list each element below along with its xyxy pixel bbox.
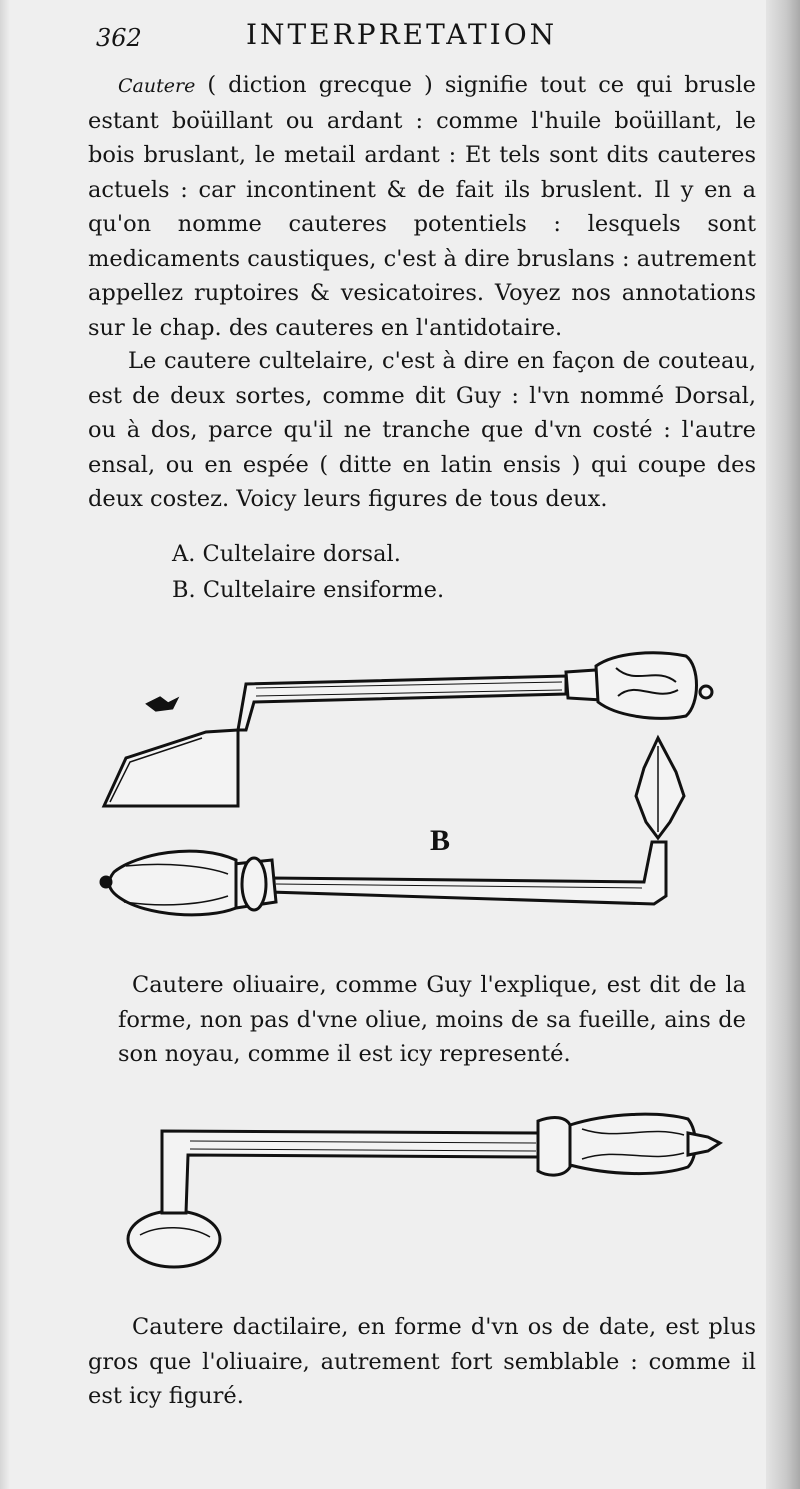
cautery-dorsal-illustration [104, 653, 712, 806]
paragraph-cultelaire: Le cautere cultelaire, c'est à dire en façon de couteau, est de deux sortes, comme dit Guy : l'vn nommé Dorsal, ou à dos, parce qu'il ne tranche que d'vn costé : l'autre ensal, ou en espée ( ditte en latin ensis ) qui coupe des deux costez. Voicy leurs figures de tous deux. [88, 348, 756, 512]
paragraph-text: ( diction grecque ) signifie tout ce qui brusle estant boüillant ou ardant : comme l'huile boüillant, le bois bruslant, le metail ardant : Et tels sont dits cauteres actuels : car incontinent & de fait ils bruslent. Il y en a qu'on nomme cauteres potentiels : lesquels sont medicaments caustiques, c'est à dire bruslans : autrement appellez ruptoires & vesicatoires. Voyez nos annotations sur le chap. des cauteres en l'antidotaire. [88, 72, 756, 341]
legend-item-a: A. Cultelaire dorsal. [172, 541, 401, 567]
paragraph-lead-word: Cautere [118, 75, 196, 97]
paragraph-cautere-definition [88, 68, 756, 345]
figure-oliuaire-cautery [118, 1105, 730, 1277]
page-number: 362 [96, 24, 142, 52]
figure-legend [172, 536, 444, 608]
paragraph-oliuaire: Cautere oliuaire, comme Guy l'explique, est dit de la forme, non pas d'vne oliue, moins de sa fueille, ains de son noyau, comme il est icy representé. [118, 972, 746, 1067]
page-edge-shadow [766, 0, 800, 1489]
paragraph-dactilaire: Cautere dactilaire, en forme d'vn os de date, est plus gros que l'oliuaire, autrement fort semblable : comme il est icy figuré. [88, 1314, 756, 1409]
page-header [96, 18, 616, 54]
legend-item-b: B. Cultelaire ensiforme. [172, 577, 445, 603]
page-gutter-shadow [0, 0, 10, 1489]
running-title: INTERPRETATION [246, 18, 558, 51]
figure-cultelaire-cauteries [96, 646, 726, 936]
figure-label-b: B [430, 824, 451, 857]
